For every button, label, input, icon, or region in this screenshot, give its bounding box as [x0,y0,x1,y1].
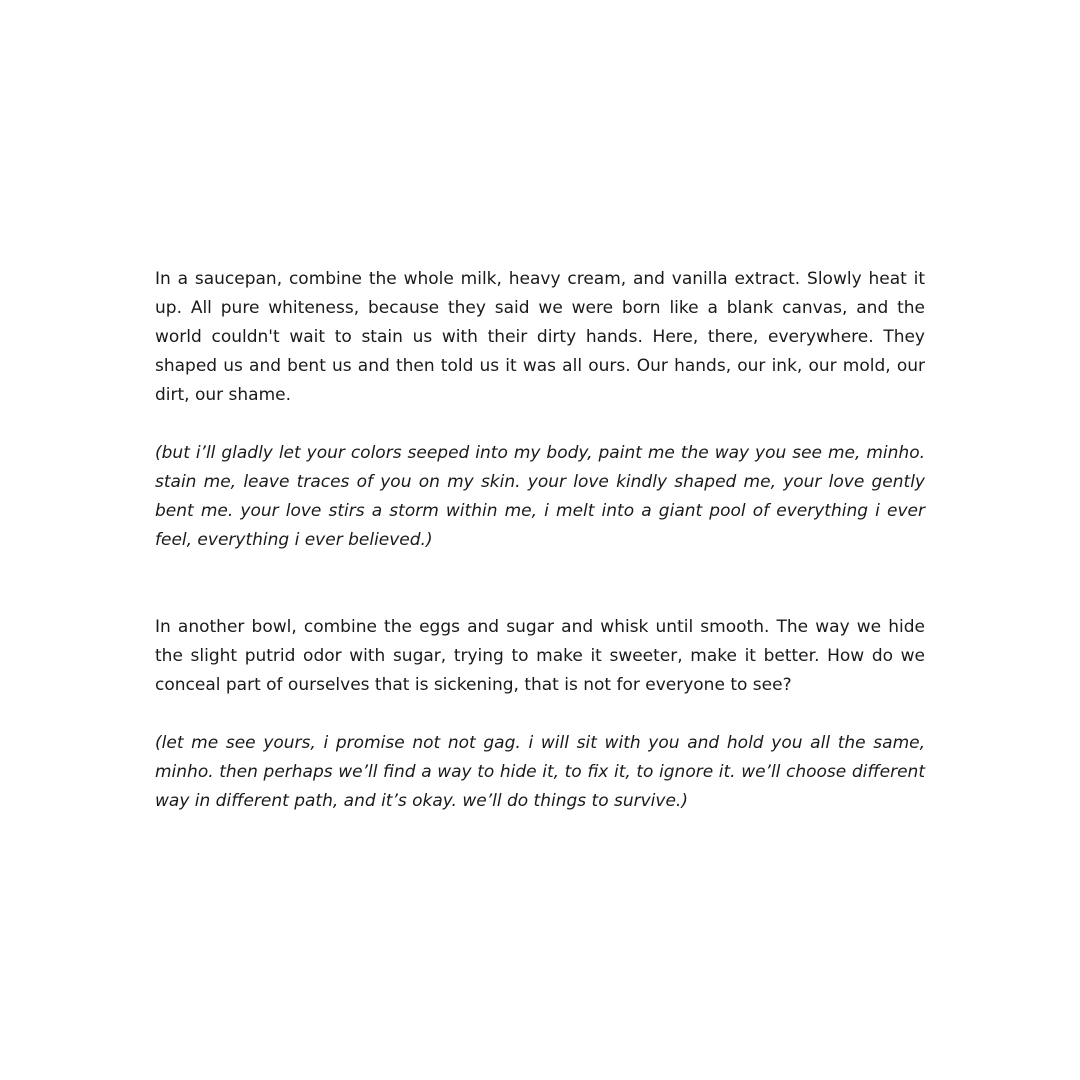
paragraph-saucepan: In a saucepan, combine the whole milk, heavy cream, and vanilla extract. Slowly heat it up. All pure whiteness, because they said we were born like a blank canvas, and the world couldn't wait to stain us with their dirty hands. Here, there, everywhere. They shaped us and bent us and then told us it was all ours. Our hands, our ink, our mold, our dirt, our shame. [155,269,925,405]
paragraph-aside-survive: (let me see yours, i promise not not gag. i will sit with you and hold you all the same, minho. then perhaps we’ll find a way to hide it, to fix it, to ignore it. we’ll choose different way in different path, and it’s okay. we’ll do things to survive.) [155,733,925,811]
paragraph-bowl: In another bowl, combine the eggs and sugar and whisk until smooth. The way we hide the slight putrid odor with sugar, trying to make it sweeter, make it better. How do we conceal part of ourselves that is sickening, that is not for everyone to see? [155,617,925,695]
paragraph-spacer [155,700,925,729]
document-body [155,265,925,816]
paragraph-aside-colors: (but i’ll gladly let your colors seeped into my body, paint me the way you see me, minho. stain me, leave traces of you on my skin. your love kindly shaped me, your love gently bent me. your love stirs a storm within me, i melt into a giant pool of everything i ever feel, everything i ever believed.) [155,443,925,550]
paragraph-spacer [155,410,925,439]
section-spacer [155,555,925,613]
